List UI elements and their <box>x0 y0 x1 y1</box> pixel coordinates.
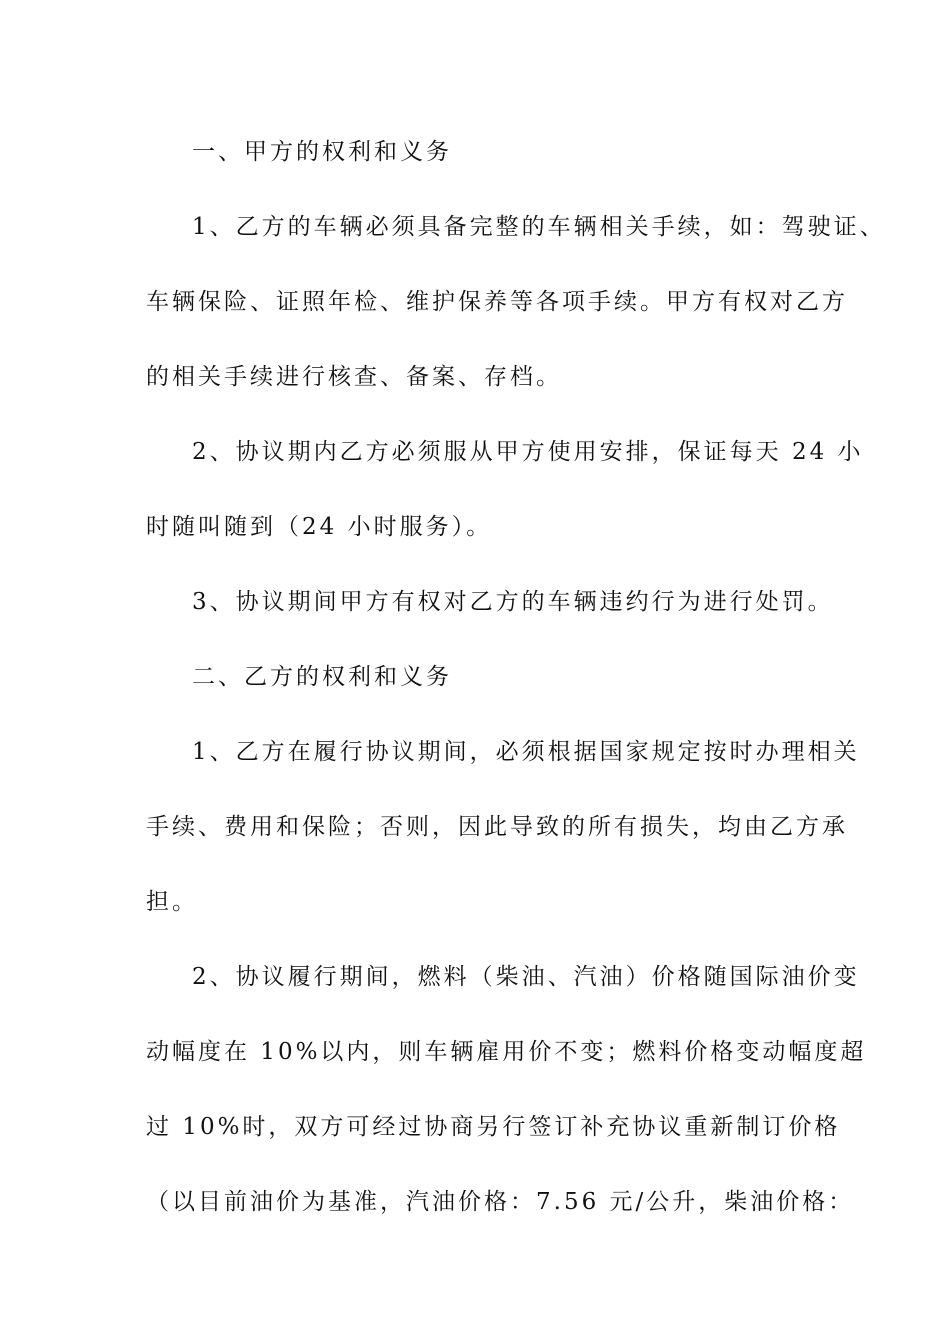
paragraph-line: 2、协议履行期间，燃料（柴油、汽油）价格随国际油价变 <box>192 964 860 990</box>
paragraph-line: 担。 <box>146 889 198 915</box>
paragraph-line: 2、协议期内乙方必须服从甲方使用安排，保证每天 24 小 <box>192 439 864 465</box>
section-heading-party-a: 一、甲方的权利和义务 <box>192 139 452 165</box>
paragraph-line: 过 10%时，双方可经过协商另行签订补充协议重新制订价格 <box>146 1114 841 1140</box>
paragraph-line: 手续、费用和保险；否则，因此导致的所有损失，均由乙方承 <box>146 814 848 840</box>
paragraph-line: 1、乙方在履行协议期间，必须根据国家规定按时办理相关 <box>192 739 860 765</box>
paragraph-line: 车辆保险、证照年检、维护保养等各项手续。甲方有权对乙方 <box>146 289 848 315</box>
paragraph-line: 时随叫随到（24 小时服务）。 <box>146 514 493 540</box>
paragraph-line: 的相关手续进行核查、备案、存档。 <box>146 364 562 390</box>
paragraph-line: 1、乙方的车辆必须具备完整的车辆相关手续，如：驾驶证、 <box>192 214 886 240</box>
paragraph-line: 3、协议期间甲方有权对乙方的车辆违约行为进行处罚。 <box>192 589 834 615</box>
paragraph-line: 动幅度在 10%以内，则车辆雇用价不变；燃料价格变动幅度超 <box>146 1039 867 1065</box>
paragraph-line: （以目前油价为基准，汽油价格：7.56 元/公升，柴油价格： <box>146 1189 855 1215</box>
section-heading-party-b: 二、乙方的权利和义务 <box>192 664 452 690</box>
